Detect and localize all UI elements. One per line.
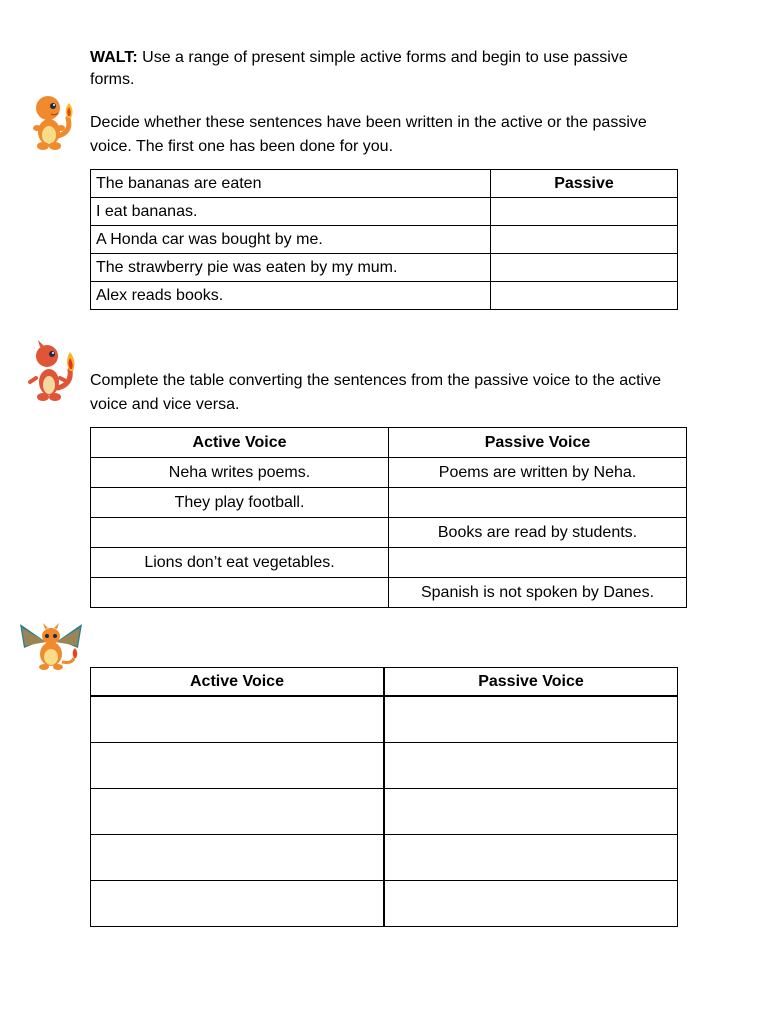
charmander-icon [22, 88, 78, 152]
table-row [91, 835, 678, 881]
table-row [91, 226, 678, 254]
active-cell[interactable] [91, 696, 384, 743]
answer-cell[interactable] [491, 226, 678, 254]
active-cell: Lions don’t eat vegetables. [91, 548, 389, 578]
passive-cell: Poems are written by Neha. [389, 458, 687, 488]
passive-cell[interactable] [384, 696, 678, 743]
table-row [91, 254, 678, 282]
table-row [91, 696, 678, 743]
active-cell[interactable] [91, 835, 384, 881]
sentence-cell: A Honda car was bought by me. [91, 226, 491, 254]
blank-voice-table [90, 667, 678, 927]
table-row [91, 743, 678, 789]
active-cell: They play football. [91, 488, 389, 518]
passive-cell[interactable] [389, 548, 687, 578]
sentence-cell: I eat bananas. [91, 198, 491, 226]
answer-cell[interactable] [491, 198, 678, 226]
active-passive-table [90, 169, 678, 310]
active-voice-header: Active Voice [91, 428, 389, 458]
sentence-cell: The strawberry pie was eaten by my mum. [91, 254, 491, 282]
passive-cell[interactable] [384, 789, 678, 835]
table-row [91, 488, 687, 518]
section2-instruction: Complete the table converting the sentences from the passive voice to the active voice and vice versa. [90, 372, 661, 413]
answer-cell[interactable] [491, 254, 678, 282]
table-header-row [91, 668, 678, 697]
table-row [91, 548, 687, 578]
table-row [91, 282, 678, 310]
table-row [91, 458, 687, 488]
active-cell: Neha writes poems. [91, 458, 389, 488]
table-row [91, 881, 678, 927]
table-row [91, 578, 687, 608]
passive-cell[interactable] [384, 743, 678, 789]
table-row [91, 518, 687, 548]
table-header-row [91, 428, 687, 458]
active-cell[interactable] [91, 578, 389, 608]
passive-cell: Spanish is not spoken by Danes. [389, 578, 687, 608]
walt-objective [90, 47, 670, 91]
charmeleon-icon [24, 338, 78, 402]
active-cell[interactable] [91, 743, 384, 789]
passive-cell[interactable] [384, 881, 678, 927]
active-cell[interactable] [91, 881, 384, 927]
section1-instruction: Decide whether these sentences have been written in the active or the passive voice. The first one has been done for you. [90, 114, 647, 155]
conversion-table [90, 427, 687, 608]
passive-cell[interactable] [389, 488, 687, 518]
active-cell[interactable] [91, 789, 384, 835]
walt-text: Use a range of present simple active forms and begin to use passive forms. [90, 49, 628, 88]
table-row [91, 170, 678, 198]
active-voice-header: Active Voice [91, 668, 384, 697]
table-row [91, 789, 678, 835]
passive-voice-header: Passive Voice [384, 668, 678, 697]
answer-cell: Passive [491, 170, 678, 198]
walt-label: WALT: [90, 49, 138, 66]
passive-cell: Books are read by students. [389, 518, 687, 548]
sentence-cell: Alex reads books. [91, 282, 491, 310]
table-row [91, 198, 678, 226]
answer-cell[interactable] [491, 282, 678, 310]
sentence-cell: The bananas are eaten [91, 170, 491, 198]
passive-voice-header: Passive Voice [389, 428, 687, 458]
active-cell[interactable] [91, 518, 389, 548]
passive-cell[interactable] [384, 835, 678, 881]
charizard-icon [16, 618, 86, 672]
